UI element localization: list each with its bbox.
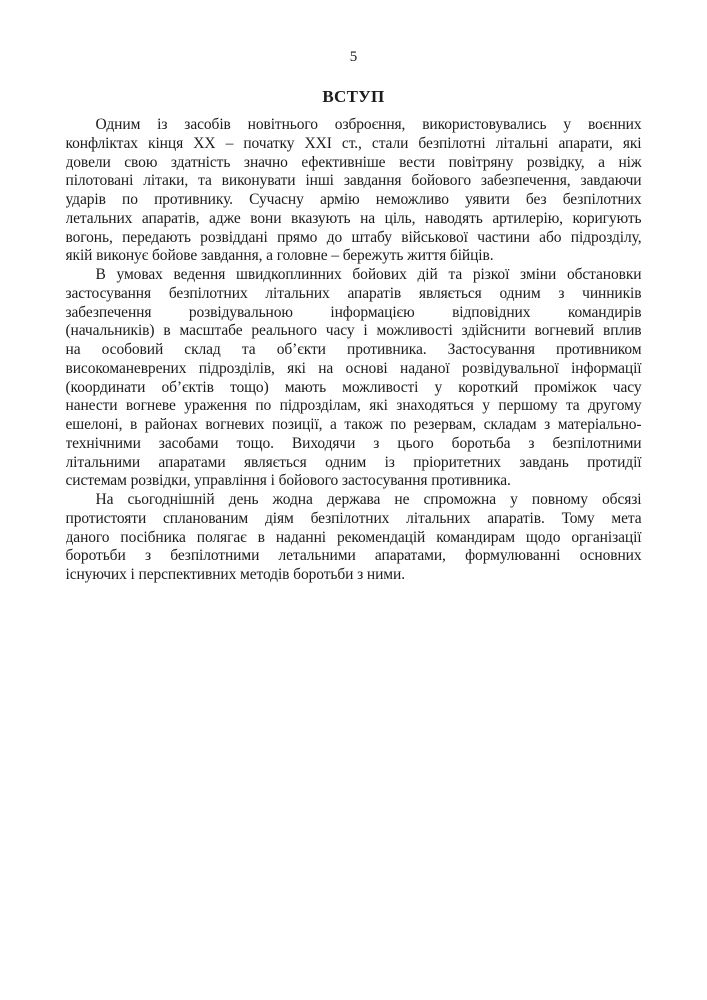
text-line: застосування безпілотних літальних апаратів являється одним з чинників bbox=[65, 284, 642, 302]
text-line: На сьогоднішній день жодна держава не спроможна у повному обсязі bbox=[95, 491, 642, 508]
text-line: на особовий склад та об’єкти противника. Застосування противником bbox=[65, 341, 642, 358]
text-line: технічними засобами тощо. Виходячи з цього боротьба з безпілотними bbox=[65, 434, 642, 452]
text-line: ешелоні, в районах вогневих позиції, а також по резервам, складам з матеріально- bbox=[65, 416, 642, 433]
text-line: Одним із засобів новітнього озброєння, використовувались у воєнних bbox=[95, 116, 642, 133]
text-line: протистояти спланованим діям безпілотних літальних апаратів. Тому мета bbox=[65, 509, 642, 527]
text-line: якій виконує бойове завдання, а головне – бережуть життя бійців. bbox=[65, 247, 494, 265]
text-line: даного посібника полягає в наданні рекомендацій командирам щодо організації bbox=[65, 528, 642, 546]
text-line: існуючих і перспективних методів боротьби з ними. bbox=[65, 566, 405, 583]
page-title: ВСТУП bbox=[322, 87, 385, 106]
text-line: (начальників) в масштабе реального часу і можливості здійснити вогневий вплив bbox=[65, 322, 642, 340]
text-line: пілотовані літаки, та виконувати інші завдання бойового забезпечення, завдаючи bbox=[65, 172, 642, 190]
text-line: довели свою здатність значно ефективніше вести повітряну розвідку, а ніж bbox=[65, 153, 642, 171]
paragraph-3 bbox=[66, 491, 642, 585]
text-line: нанести вогневе ураження по підрозділам, які знаходяться у першому та другому bbox=[65, 397, 642, 415]
page-number: 5 bbox=[349, 49, 358, 65]
text-line: боротьби з безпілотними летальними апаратами, формулюванні основних bbox=[65, 547, 642, 565]
text-line: В умовах ведення швидкоплинних бойових дій та різкої зміни обстановки bbox=[95, 266, 642, 283]
text-line: ударів по противнику. Сучасну армію неможливо уявити без безпілотних bbox=[65, 191, 642, 208]
text-line: системам розвідки, управління і бойового застосування противника. bbox=[65, 472, 511, 490]
text-line: конфліктах кінця XX – початку XXI ст., стали безпілотні літальні апарати, які bbox=[65, 134, 642, 152]
text-line: летальних апаратів, адже вони вказують на ціль, наводять артилерію, коригують bbox=[65, 209, 642, 227]
paragraph-1 bbox=[66, 116, 642, 266]
paragraph-2 bbox=[66, 266, 642, 491]
text-line: високоманеврених підрозділів, які на основі наданої розвідувальної інформації bbox=[65, 359, 642, 377]
text-line: літальними апаратами являється одним із пріоритетних завдань протидії bbox=[65, 453, 642, 471]
text-line: (координати об’єктів тощо) мають можливості у короткий проміжок часу bbox=[65, 378, 642, 396]
text-line: вогонь, передають розвіддані прямо до штабу військової частини або підрозділу, bbox=[65, 228, 642, 246]
body-text bbox=[66, 116, 642, 585]
text-line: забезпечення розвідувальною інформацією відповідних командирів bbox=[65, 303, 642, 321]
